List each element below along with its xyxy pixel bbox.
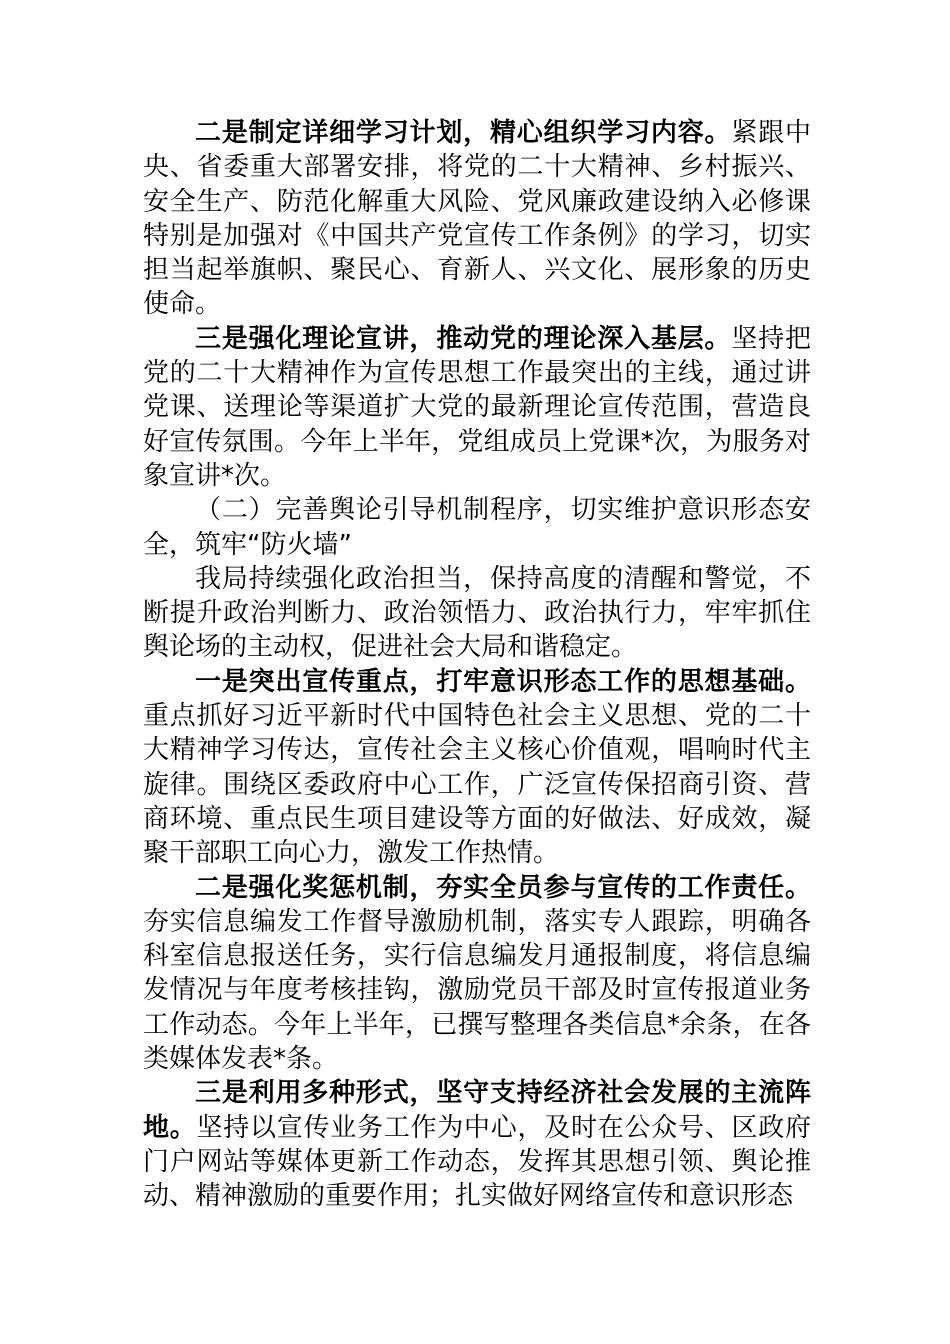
paragraph-text: 紧跟中央、省委重大部署安排，将党的二十大精神、乡村振兴、安全生产、防范化解重大风险、党风廉政建设纳入必修课特别是加强对《中国共产党宣传工作条例》的学习，切实担当起举旗帜、聚民心、育新人、兴文化、展形象的历史使命。	[143, 118, 811, 320]
paragraph-lead: 一是突出宣传重点，打牢意识形态工作的思想基础。	[195, 666, 811, 697]
paragraph-text: 坚持把党的二十大精神作为宣传思想工作最突出的主线，通过讲党课、送理论等渠道扩大党的最新理论宣传范围，营造良好宣传氛围。今年上半年，党组成员上党课*次，为服务对象宣讲*次。	[143, 323, 811, 491]
paragraph-incentive-mechanism	[143, 871, 811, 1077]
paragraph-text: 夯实信息编发工作督导激励机制，落实专人跟踪，明确各科室信息报送任务，实行信息编发月通报制度，将信息编发情况与年度考核挂钩，激励党员干部及时宣传报道业务工作动态。今年上半年，已撰写整理各类信息*余条，在各类媒体发表*条。	[143, 906, 811, 1075]
paragraph-multiple-forms	[143, 1076, 811, 1213]
paragraph-study-plan	[143, 116, 811, 322]
paragraph-theory-lectures	[143, 322, 811, 493]
paragraph-lead: 三是强化理论宣讲，推动党的理论深入基层。	[195, 323, 732, 354]
paragraph-intro	[143, 562, 811, 665]
section-heading	[143, 493, 811, 562]
paragraph-text: 坚持以宣传业务工作为中心，及时在公众号、区政府门户网站等媒体更新工作动态，发挥其思想引领、舆论推动、精神激励的重要作用；扎实做好网络宣传和意识形态	[143, 1112, 811, 1212]
paragraph-lead: 三是利用多种形式，坚守支持经济社会发展的主流阵地。	[143, 1078, 811, 1143]
document-body	[143, 116, 811, 1214]
paragraph-lead: 二是强化奖惩机制，夯实全员参与宣传的工作责任。	[195, 872, 811, 903]
paragraph-publicity-focus	[143, 665, 811, 871]
paragraph-text: 重点抓好习近平新时代中国特色社会主义思想、党的二十大精神学习传达，宣传社会主义核心价值观，唱响时代主旋律。围绕区委政府中心工作，广泛宣传保招商引资、营商环境、重点民生项目建设等方面的好做法、好成效，凝聚干部职工向心力，激发工作热情。	[143, 701, 811, 869]
paragraph-text: 我局持续强化政治担当，保持高度的清醒和警觉，不断提升政治判断力、政治领悟力、政治执行力，牢牢抓住舆论场的主动权，促进社会大局和谐稳定。	[143, 563, 811, 663]
paragraph-lead: 二是制定详细学习计划，精心组织学习内容。	[195, 118, 732, 148]
paragraph-text: （二）完善舆论引导机制程序，切实维护意识形态安全，筑牢“防火墙”	[143, 495, 811, 560]
